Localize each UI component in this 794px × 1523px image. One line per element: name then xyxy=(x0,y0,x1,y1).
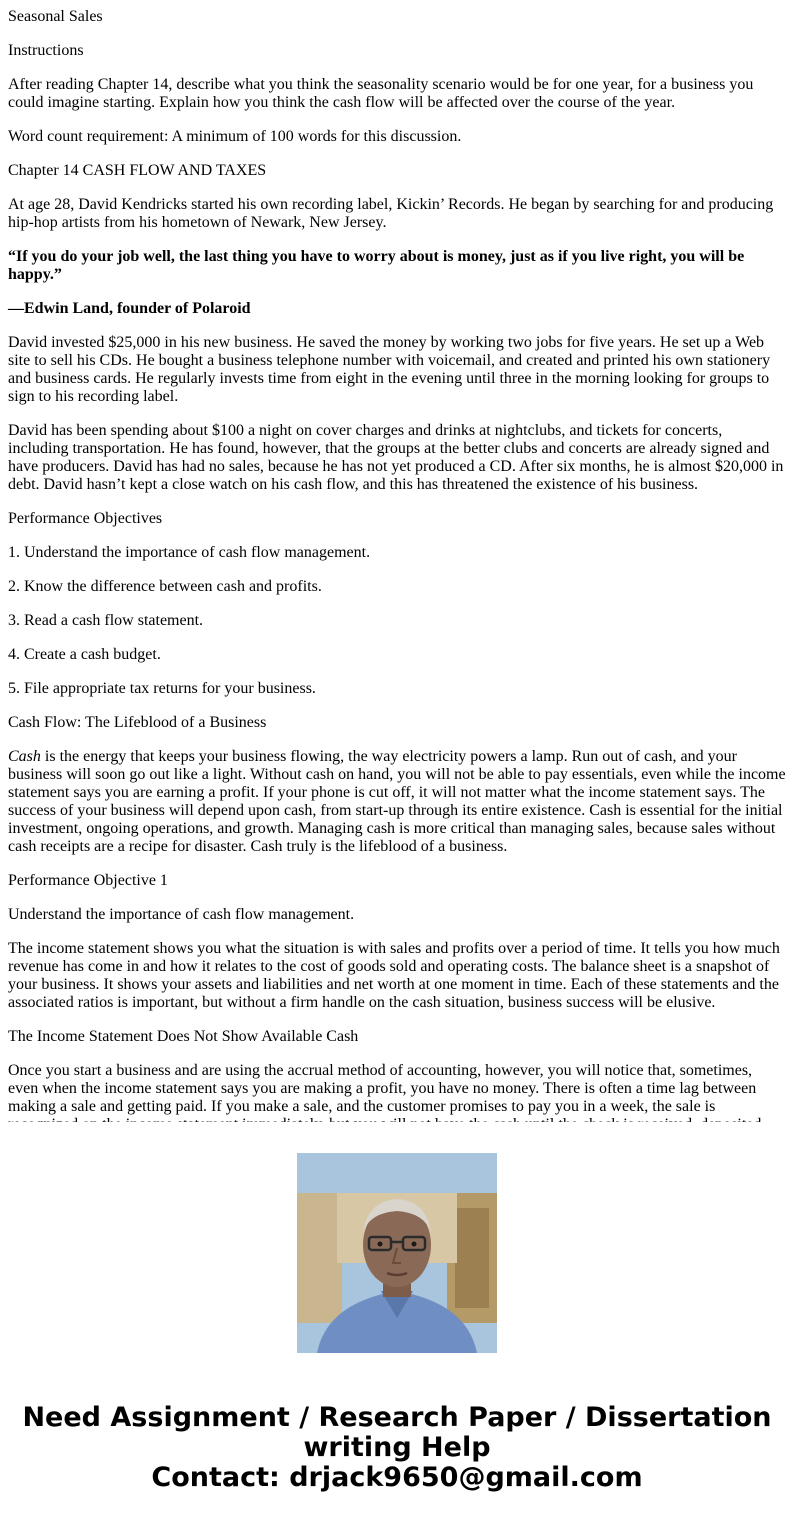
quote-text: “If you do your job well, the last thing you have to worry about is money, just as if you live right, you will be happy.” xyxy=(8,248,745,283)
lifeblood-heading: Cash Flow: The Lifeblood of a Business xyxy=(8,714,267,731)
objective-item: 2. Know the difference between cash and profits. xyxy=(8,578,322,595)
quote-attribution xyxy=(8,300,786,318)
po1-paragraph: The income statement shows you what the situation is with sales and profits over a period of time. It tells you how much revenue has come in and how it relates to the cost of goods sold and operating costs. The balance sheet is a snapshot of your business. It shows your assets and liabilities and net worth at one moment in time. Each of these statements and the associated ratios is important, but without a firm handle on the cash situation, business success will be elusive. xyxy=(8,940,780,1011)
po1-subheading: Understand the importance of cash flow management. xyxy=(8,906,355,923)
tutor-portrait-icon xyxy=(297,1153,497,1353)
promo-contact[interactable]: Contact: drjack9650@gmail.com xyxy=(151,1462,643,1493)
quote xyxy=(8,248,786,284)
lifeblood-paragraph xyxy=(8,748,786,856)
tutor-avatar xyxy=(297,1153,497,1353)
intro-paragraph: At age 28, David Kendricks started his own recording label, Kickin’ Records. He began by searching for and producing hip-hop artists from his hometown of Newark, New Jersey. xyxy=(8,196,774,231)
quote-author: —Edwin Land, founder of Polaroid xyxy=(8,300,251,317)
objective-item: 4. Create a cash budget. xyxy=(8,646,161,663)
lifeblood-text: is the energy that keeps your business flowing, the way electricity powers a lamp. Run out of cash, and your business will soon go out like a light. Without cash on hand, you will not be able to pay essentials, even while the income statement says you are earning a profit. If your phone is cut off, it will not matter what the income statement says. The success of your business will depend upon cash, from start-up through its entire existence. Cash is essential for the initial investment, ongoing operations, and growth. Managing cash is more critical than managing sales, because sales without cash receipts are a recipe for disaster. Cash truly is the lifeblood of a business. xyxy=(8,748,786,855)
promo-text xyxy=(0,1403,794,1493)
po1-heading: Performance Objective 1 xyxy=(8,872,168,889)
promo-banner xyxy=(0,1122,794,1523)
doc-title: Seasonal Sales xyxy=(8,8,103,25)
instructions-text: After reading Chapter 14, describe what you think the seasonality scenario would be for one year, for a business you could imagine starting. Explain how you think the cash flow will be affected over the course of the year. xyxy=(8,76,754,111)
objective-item: 1. Understand the importance of cash flow management. xyxy=(8,544,371,561)
document-body xyxy=(8,8,786,1122)
objective-item: 5. File appropriate tax returns for your business. xyxy=(8,680,316,697)
promo-line-1: Need Assignment / Research Paper / Dissertation writing Help xyxy=(22,1402,772,1463)
investment-paragraph: David invested $25,000 in his new business. He saved the money by working two jobs for five years. He set up a Web site to sell his CDs. He bought a business telephone number with voicemail, and created and printed his own stationery and business cards. He regularly invests time from eight in the evening until three in the morning looking for groups to sign to his recording label. xyxy=(8,334,771,405)
instructions-heading: Instructions xyxy=(8,42,84,59)
objective-item: 3. Read a cash flow statement. xyxy=(8,612,204,629)
word-count-requirement: Word count requirement: A minimum of 100 words for this discussion. xyxy=(8,128,462,145)
objectives-heading: Performance Objectives xyxy=(8,510,163,527)
income-heading: The Income Statement Does Not Show Available Cash xyxy=(8,1028,359,1045)
chapter-heading: Chapter 14 CASH FLOW AND TAXES xyxy=(8,162,267,179)
spending-paragraph: David has been spending about $100 a night on cover charges and drinks at nightclubs, and tickets for concerts, including transportation. He has found, however, that the groups at the better clubs and concerts are already signed and have producers. David has had no sales, because he has not yet produced a CD. After six months, he is almost $20,000 in debt. David hasn’t kept a close watch on his cash flow, and this has threatened the existence of his business. xyxy=(8,422,784,493)
income-paragraph: Once you start a business and are using the accrual method of accounting, however, you will notice that, sometimes, even when the income statement says you are making a profit, you have no money. There is often a time lag between making a sale and getting paid. If you make a sale, and the customer promises to pay you in a week, the sale is xyxy=(8,1062,757,1115)
lifeblood-term: Cash xyxy=(8,748,41,765)
